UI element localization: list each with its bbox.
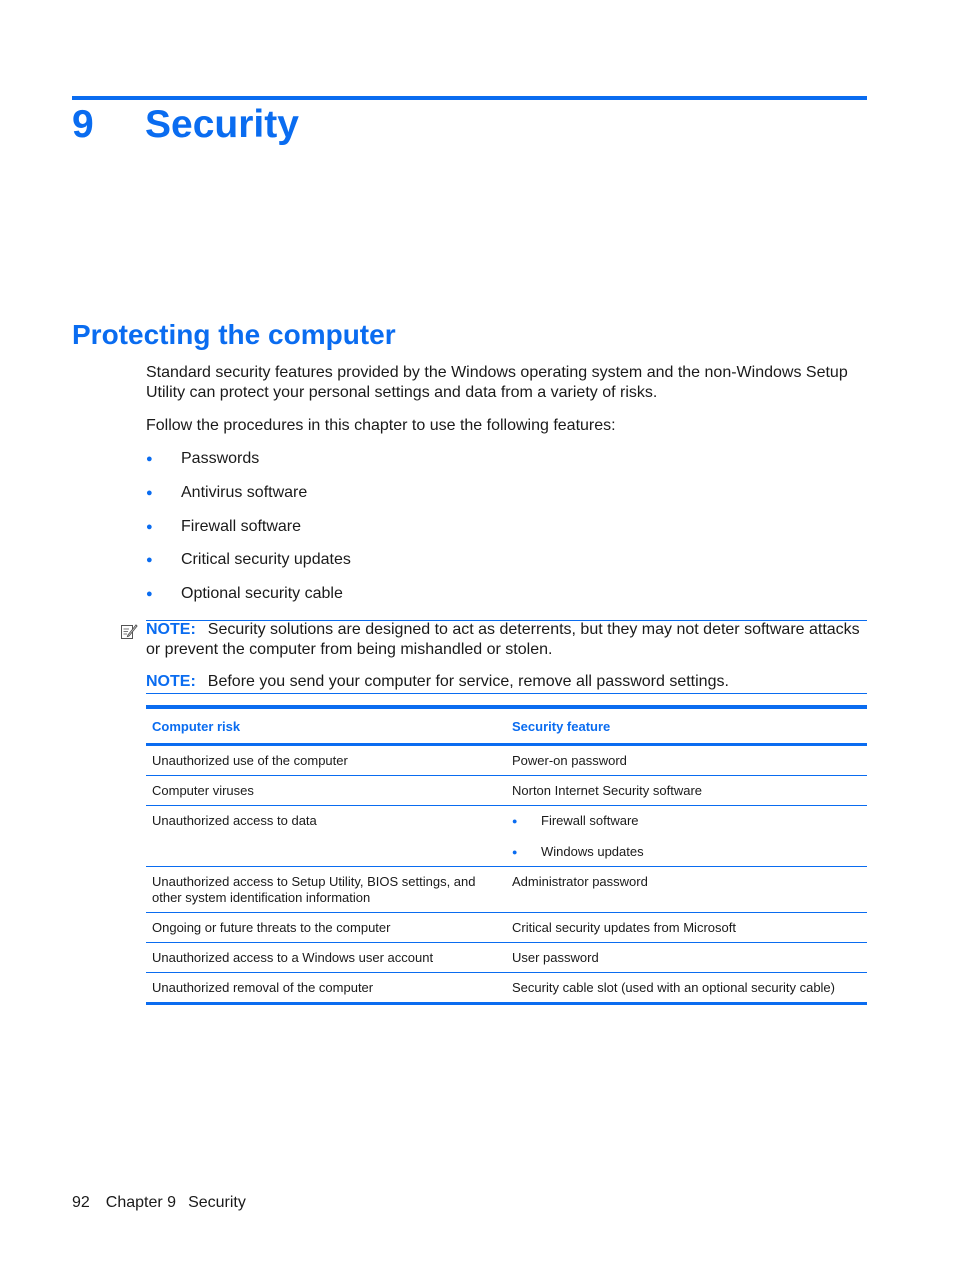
feature-label: Antivirus software	[181, 483, 308, 501]
security-risk-table	[146, 705, 867, 1005]
intro-paragraph: Standard security features provided by the Windows operating system and the non-Windows Setup Utility can protect your personal settings and data from a variety of risks.	[146, 364, 848, 401]
intro-content	[146, 363, 867, 618]
table-row	[146, 867, 867, 913]
risk-cell: Computer viruses	[146, 776, 506, 806]
note-bottom-rule	[146, 693, 867, 694]
list-item	[146, 517, 867, 537]
list-item	[512, 813, 861, 829]
table-row	[146, 943, 867, 973]
feature-label: Firewall software	[541, 813, 639, 828]
feature-cell: User password	[506, 943, 867, 973]
risk-cell: Unauthorized use of the computer	[146, 745, 506, 776]
feature-cell: Power-on password	[506, 745, 867, 776]
page-footer	[72, 1193, 262, 1213]
list-item	[146, 449, 867, 469]
feature-label: Critical security updates	[181, 551, 351, 569]
note-security-deterrents	[146, 620, 867, 660]
footer-title: Security	[188, 1194, 246, 1211]
bullet-dot-icon: ●	[512, 816, 518, 826]
bullet-dot-icon: ●	[146, 486, 153, 499]
bullet-dot-icon: ●	[146, 554, 153, 567]
note-label: NOTE:	[146, 621, 196, 638]
bullet-dot-icon: ●	[146, 588, 153, 601]
feature-cell: Norton Internet Security software	[506, 776, 867, 806]
page-number: 92	[72, 1194, 90, 1211]
section-title: Protecting the computer	[72, 319, 396, 350]
feature-list	[512, 813, 861, 860]
table-row	[146, 806, 867, 867]
list-item	[146, 550, 867, 570]
feature-cell: Administrator password	[506, 867, 867, 913]
column-header-computer-risk: Computer risk	[152, 719, 241, 734]
feature-label: Windows updates	[541, 844, 644, 859]
feature-label: Passwords	[181, 450, 260, 467]
chapter-title: Security	[145, 103, 299, 146]
list-item	[512, 844, 861, 860]
bullet-dot-icon: ●	[146, 453, 153, 465]
bullet-dot-icon: ●	[512, 847, 518, 857]
feature-list	[146, 449, 867, 604]
note-pencil-icon	[120, 622, 138, 640]
table-row	[146, 745, 867, 776]
list-item	[146, 584, 867, 604]
risk-cell: Unauthorized access to a Windows user account	[146, 943, 506, 973]
feature-cell: Critical security updates from Microsoft	[506, 913, 867, 943]
feature-cell: Security cable slot (used with an optional security cable)	[506, 973, 867, 1004]
note-text: Before you send your computer for service, remove all password settings.	[207, 673, 729, 690]
table-header-row	[146, 707, 867, 745]
table-row	[146, 776, 867, 806]
risk-cell: Unauthorized removal of the computer	[146, 973, 506, 1004]
list-item	[146, 483, 867, 503]
risk-cell: Unauthorized access to Setup Utility, BIOS settings, and other system identification information	[146, 867, 506, 913]
table-row	[146, 973, 867, 1004]
bullet-dot-icon: ●	[146, 520, 153, 533]
note-text: Security solutions are designed to act as deterrents, but they may not deter software attacks or prevent the computer from being mishandled or stolen.	[146, 621, 860, 658]
risk-cell: Ongoing or future threats to the computer	[146, 913, 506, 943]
note-password-settings	[146, 672, 867, 692]
column-header-security-feature: Security feature	[512, 719, 611, 734]
chapter-rule	[72, 96, 867, 100]
footer-chapter: Chapter 9	[105, 1194, 177, 1211]
chapter-number: 9	[72, 103, 94, 146]
feature-label: Optional security cable	[181, 585, 343, 603]
intro-paragraph-features: Follow the procedures in this chapter to use the following features:	[146, 417, 616, 434]
note-label: NOTE:	[146, 673, 196, 690]
feature-label: Firewall software	[181, 517, 302, 535]
table-row	[146, 913, 867, 943]
risk-cell: Unauthorized access to data	[146, 806, 506, 867]
feature-cell	[506, 806, 867, 867]
